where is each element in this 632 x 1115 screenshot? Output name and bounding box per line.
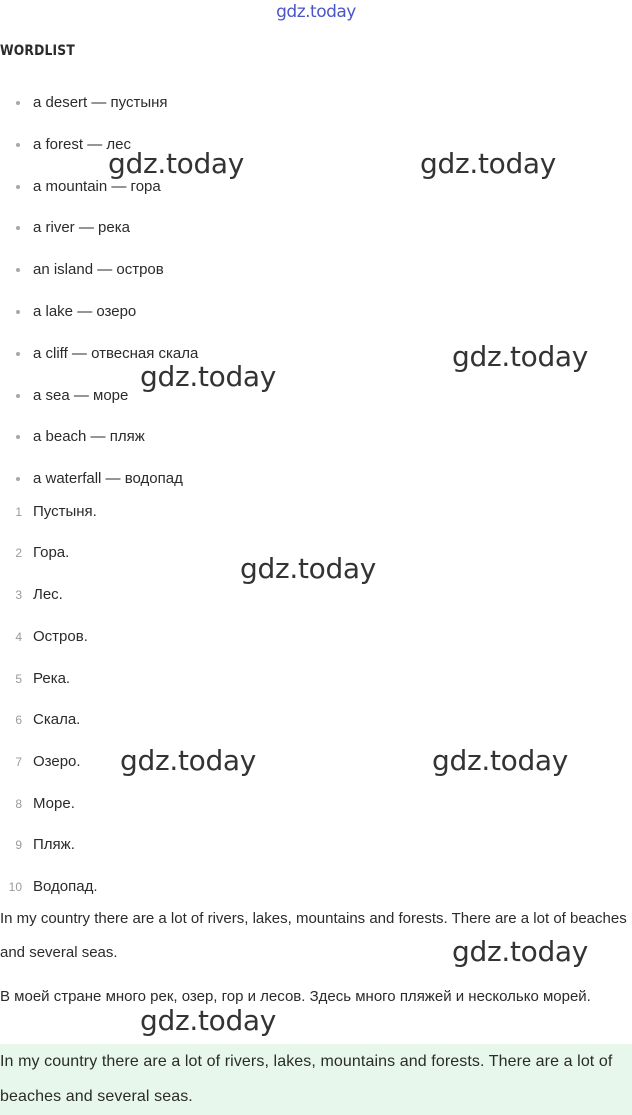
answer-text: Пустыня. xyxy=(33,503,97,520)
watermark: gdz.today xyxy=(140,1004,277,1037)
wordlist-item-text: a forest — лес xyxy=(33,136,131,153)
answer-number: 5 xyxy=(15,672,22,686)
watermark: gdz.today xyxy=(452,935,589,968)
wordlist-item-text: a waterfall — водопад xyxy=(33,470,183,487)
answer-number: 1 xyxy=(15,505,22,519)
wordlist-heading: WORDLIST xyxy=(0,43,75,59)
bullet-icon xyxy=(16,101,20,105)
wordlist-item-text: a beach — пляж xyxy=(33,428,145,445)
wordlist-item-text: a sea — море xyxy=(33,387,129,404)
bullet-icon xyxy=(16,394,20,398)
site-logo[interactable]: gdz.today xyxy=(276,2,356,22)
answer-number: 7 xyxy=(15,755,22,769)
bullet-icon xyxy=(16,477,20,481)
answer-number: 10 xyxy=(8,880,22,894)
answer-text: Остров. xyxy=(33,628,88,645)
watermark: gdz.today xyxy=(120,744,257,777)
paragraph-russian: В моей стране много рек, озер, гор и лесов. Здесь много пляжей и несколько морей. xyxy=(0,988,591,1005)
bullet-icon xyxy=(16,310,20,314)
answer-text: Водопад. xyxy=(33,878,98,895)
wordlist-item-text: a desert — пустыня xyxy=(33,94,168,111)
answer-number: 9 xyxy=(15,838,22,852)
answer-text: Скала. xyxy=(33,711,81,728)
answer-text: Лес. xyxy=(33,586,63,603)
answer-text: Озеро. xyxy=(33,753,81,770)
wordlist-item-text: a lake — озеро xyxy=(33,303,137,320)
watermark: gdz.today xyxy=(240,552,377,585)
bullet-icon xyxy=(16,352,20,356)
answer-number: 2 xyxy=(15,546,22,560)
bullet-icon xyxy=(16,268,20,272)
wordlist-item-text: an island — остров xyxy=(33,261,164,278)
bullet-icon xyxy=(16,435,20,439)
watermark: gdz.today xyxy=(432,744,569,777)
wordlist-item-text: a river — река xyxy=(33,219,130,236)
watermark: gdz.today xyxy=(108,147,245,180)
wordlist-item-text: a mountain — гора xyxy=(33,178,161,195)
answer-text: Пляж. xyxy=(33,836,75,853)
bullet-icon xyxy=(16,226,20,230)
watermark: gdz.today xyxy=(140,360,277,393)
answer-number: 8 xyxy=(15,797,22,811)
answer-text: Море. xyxy=(33,795,75,812)
watermark: gdz.today xyxy=(452,340,589,373)
answer-number: 3 xyxy=(15,588,22,602)
answer-text: Река. xyxy=(33,670,71,687)
paragraph-english: In my country there are a lot of rivers, lakes, mountains and forests. There are a lot of beaches and several seas. xyxy=(0,910,627,961)
watermark: gdz.today xyxy=(420,147,557,180)
answer-number: 4 xyxy=(15,630,22,644)
bullet-icon xyxy=(16,143,20,147)
highlighted-answer-text: In my country there are a lot of rivers, lakes, mountains and forests. There are a lot of beaches and several seas. xyxy=(0,1053,613,1105)
wordlist-item-text: a cliff — отвесная скала xyxy=(33,345,199,362)
answer-text: Гора. xyxy=(33,544,70,561)
answer-number: 6 xyxy=(15,713,22,727)
bullet-icon xyxy=(16,185,20,189)
